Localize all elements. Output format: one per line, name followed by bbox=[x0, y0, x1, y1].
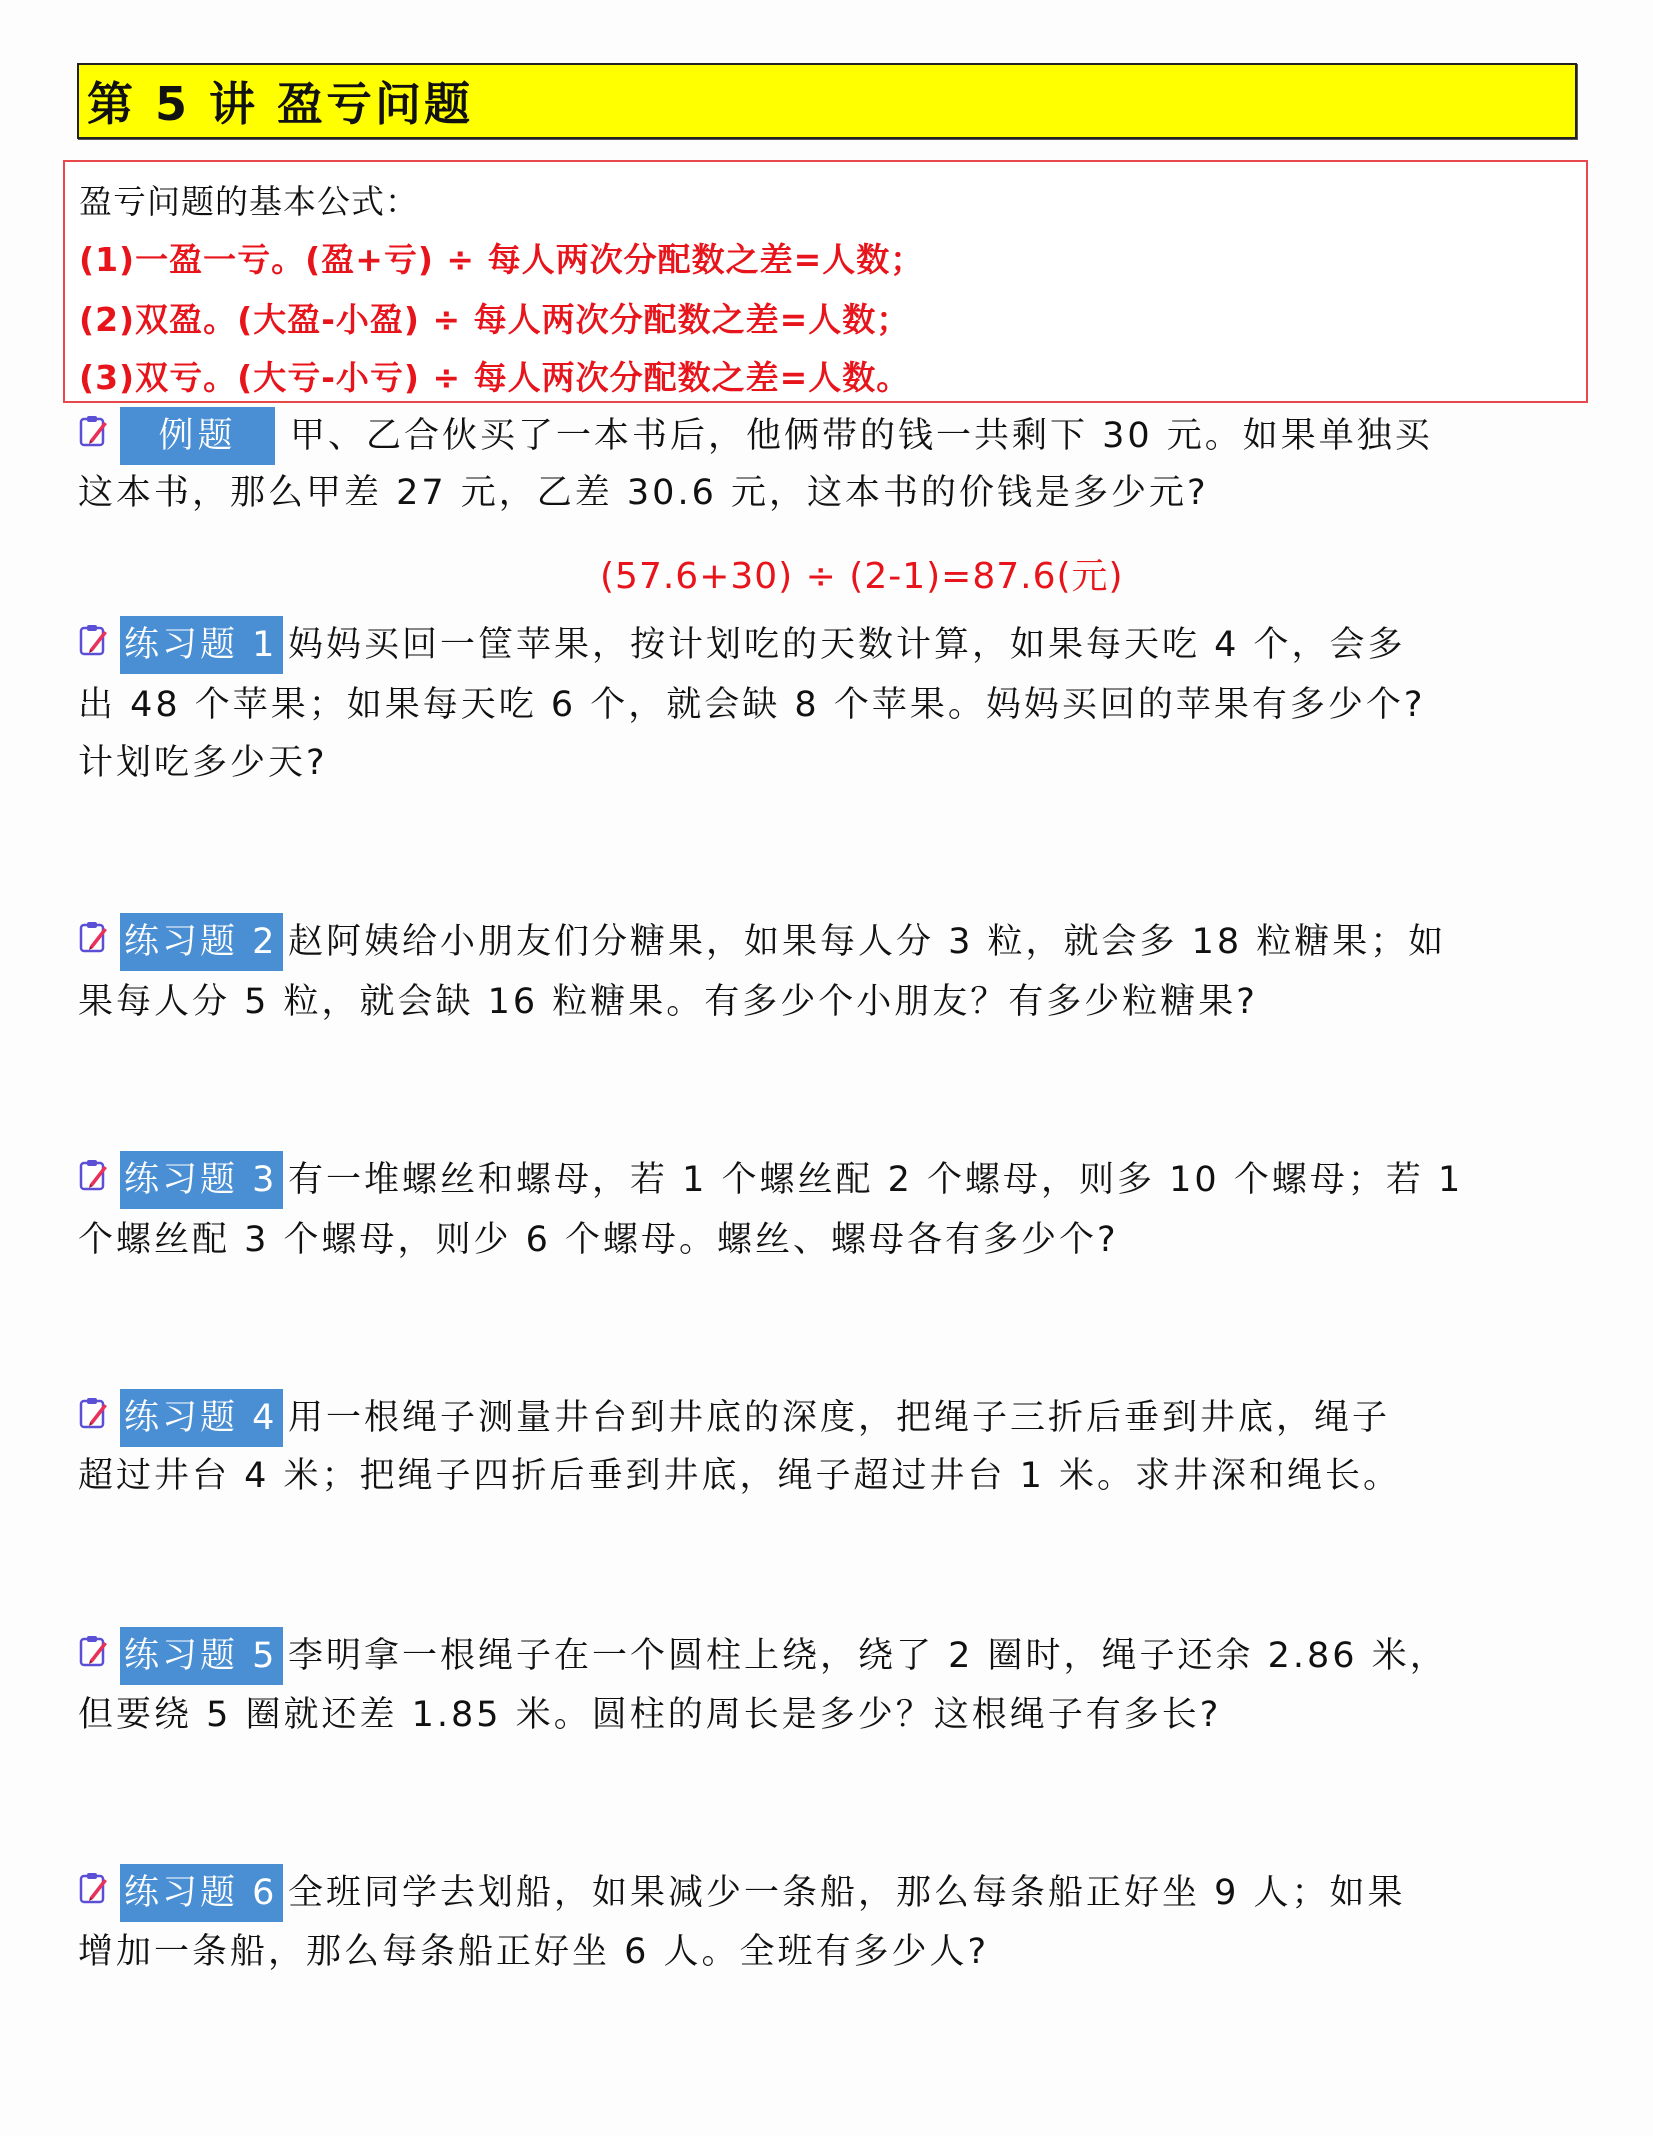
problem-text-line: 用一根绳子测量井台到井底的深度，把绳子三折后垂到井底，绳子 bbox=[288, 1398, 1391, 1438]
formula-rule-2: (2)双盈。(大盈-小盈) ÷ 每人两次分配数之差=人数； bbox=[79, 300, 911, 339]
clipboard-pen-icon bbox=[78, 1634, 110, 1668]
formula-rule-1: (1)一盈一亏。(盈+亏) ÷ 每人两次分配数之差=人数； bbox=[79, 240, 925, 279]
problem-text-line: 妈妈买回一筐苹果，按计划吃的天数计算，如果每天吃 4 个，会多 bbox=[288, 625, 1406, 665]
problem-text-line: 出 48 个苹果；如果每天吃 6 个，就会缺 8 个苹果。妈妈买回的苹果有多少个? bbox=[78, 685, 1426, 725]
practice-badge: 练习题 1 bbox=[120, 616, 283, 674]
practice-badge: 练习题 2 bbox=[120, 913, 283, 971]
example-answer: (57.6+30) ÷ (2-1)=87.6(元) bbox=[600, 556, 1124, 597]
clipboard-pen-icon bbox=[78, 920, 110, 954]
example-badge: 例题 bbox=[120, 407, 275, 465]
clipboard-pen-icon bbox=[78, 1871, 110, 1905]
problem-text-line: 个螺丝配 3 个螺母，则少 6 个螺母。螺丝、螺母各有多少个? bbox=[78, 1220, 1119, 1260]
problem-text-line: 这本书，那么甲差 27 元，乙差 30.6 元，这本书的价钱是多少元? bbox=[78, 473, 1209, 513]
lesson-title: 第 5 讲 盈亏问题 bbox=[77, 63, 1577, 139]
practice-badge: 练习题 5 bbox=[120, 1627, 283, 1685]
practice-badge: 练习题 3 bbox=[120, 1151, 283, 1209]
problem-text-line: 赵阿姨给小朋友们分糖果，如果每人分 3 粒，就会多 18 粒糖果；如 bbox=[288, 922, 1447, 962]
problem-text-line: 计划吃多少天? bbox=[78, 743, 328, 783]
formula-box bbox=[63, 160, 1588, 403]
clipboard-pen-icon bbox=[78, 623, 110, 657]
problem-text-line: 超过井台 4 米；把绳子四折后垂到井底，绳子超过井台 1 米。求井深和绳长。 bbox=[78, 1456, 1402, 1496]
problem-text-line: 李明拿一根绳子在一个圆柱上绕，绕了 2 圈时，绳子还余 2.86 米， bbox=[288, 1636, 1448, 1676]
problem-text-line: 甲、乙合伙买了一本书后，他俩带的钱一共剩下 30 元。如果单独买 bbox=[290, 416, 1433, 456]
problem-text-line: 有一堆螺丝和螺母，若 1 个螺丝配 2 个螺母，则多 10 个螺母；若 1 bbox=[288, 1160, 1464, 1200]
problem-text-line: 但要绕 5 圈就还差 1.85 米。圆柱的周长是多少？这根绳子有多长? bbox=[78, 1695, 1222, 1735]
clipboard-pen-icon bbox=[78, 414, 110, 448]
clipboard-pen-icon bbox=[78, 1158, 110, 1192]
formula-heading: 盈亏问题的基本公式： bbox=[79, 182, 419, 221]
practice-badge: 练习题 6 bbox=[120, 1864, 283, 1922]
problem-text-line: 果每人分 5 粒，就会缺 16 粒糖果。有多少个小朋友？有多少粒糖果? bbox=[78, 982, 1258, 1022]
formula-rule-3: (3)双亏。(大亏-小亏) ÷ 每人两次分配数之差=人数。 bbox=[79, 358, 911, 397]
practice-badge: 练习题 4 bbox=[120, 1389, 283, 1447]
clipboard-pen-icon bbox=[78, 1396, 110, 1430]
problem-text-line: 全班同学去划船，如果减少一条船，那么每条船正好坐 9 人；如果 bbox=[288, 1873, 1406, 1913]
problem-text-line: 增加一条船，那么每条船正好坐 6 人。全班有多少人? bbox=[78, 1932, 990, 1972]
